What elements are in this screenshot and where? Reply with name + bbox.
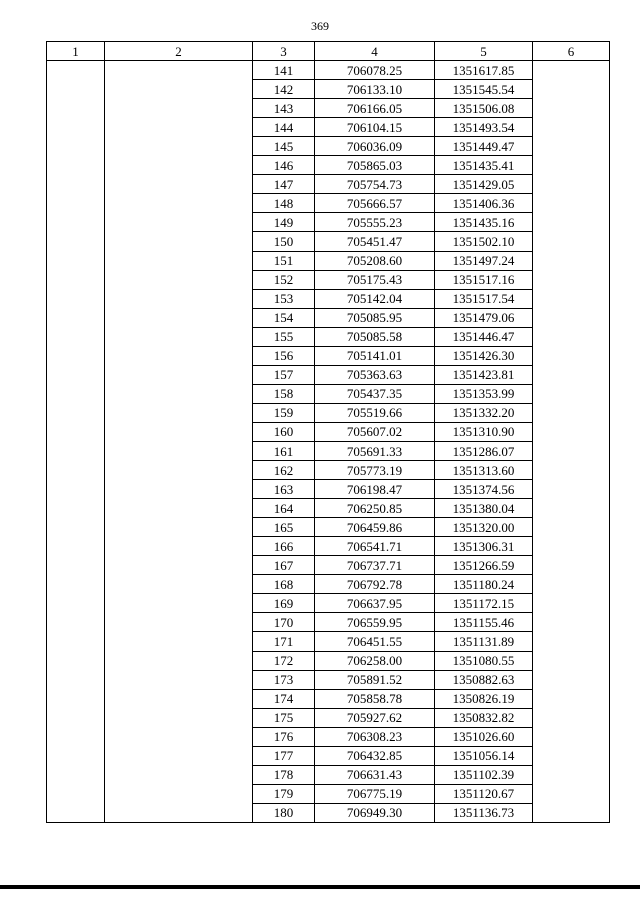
x-coordinate-cell: 706459.86 [315, 518, 435, 537]
y-coordinate-cell: 1351131.89 [435, 632, 533, 651]
col-1-cell [47, 61, 105, 823]
point-number-cell: 163 [253, 480, 315, 499]
y-coordinate-cell: 1351102.39 [435, 765, 533, 784]
page-number: 369 [311, 19, 329, 33]
point-number-cell: 149 [253, 213, 315, 232]
point-number-cell: 152 [253, 270, 315, 289]
y-coordinate-cell: 1350832.82 [435, 708, 533, 727]
y-coordinate-cell: 1351502.10 [435, 232, 533, 251]
y-coordinate-cell: 1351136.73 [435, 803, 533, 822]
point-number-cell: 172 [253, 651, 315, 670]
x-coordinate-cell: 706133.10 [315, 80, 435, 99]
header-col-2: 2 [105, 42, 253, 61]
x-coordinate-cell: 706775.19 [315, 784, 435, 803]
point-number-cell: 143 [253, 99, 315, 118]
x-coordinate-cell: 705666.57 [315, 194, 435, 213]
coordinates-table [46, 41, 610, 823]
y-coordinate-cell: 1351493.54 [435, 118, 533, 137]
x-coordinate-cell: 705085.58 [315, 327, 435, 346]
footer-rule [0, 885, 640, 889]
x-coordinate-cell: 706631.43 [315, 765, 435, 784]
x-coordinate-cell: 705691.33 [315, 441, 435, 460]
table-body [47, 61, 610, 823]
y-coordinate-cell: 1351320.00 [435, 518, 533, 537]
x-coordinate-cell: 705363.63 [315, 365, 435, 384]
point-number-cell: 171 [253, 632, 315, 651]
y-coordinate-cell: 1351026.60 [435, 727, 533, 746]
x-coordinate-cell: 706308.23 [315, 727, 435, 746]
y-coordinate-cell: 1351423.81 [435, 365, 533, 384]
y-coordinate-cell: 1350882.63 [435, 670, 533, 689]
point-number-cell: 167 [253, 556, 315, 575]
table-row [47, 61, 610, 80]
point-number-cell: 166 [253, 537, 315, 556]
point-number-cell: 158 [253, 384, 315, 403]
y-coordinate-cell: 1351497.24 [435, 251, 533, 270]
y-coordinate-cell: 1351446.47 [435, 327, 533, 346]
y-coordinate-cell: 1351506.08 [435, 99, 533, 118]
header-row [47, 42, 610, 61]
point-number-cell: 180 [253, 803, 315, 822]
y-coordinate-cell: 1351617.85 [435, 61, 533, 80]
x-coordinate-cell: 705519.66 [315, 403, 435, 422]
x-coordinate-cell: 705142.04 [315, 289, 435, 308]
point-number-cell: 178 [253, 765, 315, 784]
y-coordinate-cell: 1351180.24 [435, 575, 533, 594]
y-coordinate-cell: 1351353.99 [435, 384, 533, 403]
point-number-cell: 168 [253, 575, 315, 594]
y-coordinate-cell: 1351435.16 [435, 213, 533, 232]
point-number-cell: 170 [253, 613, 315, 632]
header-col-5: 5 [435, 42, 533, 61]
y-coordinate-cell: 1351545.54 [435, 80, 533, 99]
point-number-cell: 164 [253, 499, 315, 518]
y-coordinate-cell: 1351056.14 [435, 746, 533, 765]
point-number-cell: 146 [253, 156, 315, 175]
point-number-cell: 145 [253, 137, 315, 156]
y-coordinate-cell: 1351080.55 [435, 651, 533, 670]
y-coordinate-cell: 1351449.47 [435, 137, 533, 156]
y-coordinate-cell: 1351266.59 [435, 556, 533, 575]
y-coordinate-cell: 1351435.41 [435, 156, 533, 175]
x-coordinate-cell: 705865.03 [315, 156, 435, 175]
x-coordinate-cell: 706737.71 [315, 556, 435, 575]
point-number-cell: 147 [253, 175, 315, 194]
x-coordinate-cell: 705555.23 [315, 213, 435, 232]
x-coordinate-cell: 706078.25 [315, 61, 435, 80]
y-coordinate-cell: 1351479.06 [435, 308, 533, 327]
x-coordinate-cell: 706792.78 [315, 575, 435, 594]
y-coordinate-cell: 1351306.31 [435, 537, 533, 556]
x-coordinate-cell: 705754.73 [315, 175, 435, 194]
point-number-cell: 148 [253, 194, 315, 213]
x-coordinate-cell: 705141.01 [315, 346, 435, 365]
x-coordinate-cell: 706104.15 [315, 118, 435, 137]
x-coordinate-cell: 706949.30 [315, 803, 435, 822]
point-number-cell: 156 [253, 346, 315, 365]
x-coordinate-cell: 706559.95 [315, 613, 435, 632]
x-coordinate-cell: 706166.05 [315, 99, 435, 118]
point-number-cell: 173 [253, 670, 315, 689]
x-coordinate-cell: 705437.35 [315, 384, 435, 403]
x-coordinate-cell: 705858.78 [315, 689, 435, 708]
y-coordinate-cell: 1351332.20 [435, 403, 533, 422]
x-coordinate-cell: 706258.00 [315, 651, 435, 670]
col-6-cell [533, 61, 610, 823]
col-2-cell [105, 61, 253, 823]
header-col-4: 4 [315, 42, 435, 61]
point-number-cell: 144 [253, 118, 315, 137]
x-coordinate-cell: 706036.09 [315, 137, 435, 156]
y-coordinate-cell: 1351313.60 [435, 461, 533, 480]
point-number-cell: 142 [253, 80, 315, 99]
point-number-cell: 159 [253, 403, 315, 422]
point-number-cell: 160 [253, 422, 315, 441]
point-number-cell: 175 [253, 708, 315, 727]
y-coordinate-cell: 1351380.04 [435, 499, 533, 518]
y-coordinate-cell: 1351517.54 [435, 289, 533, 308]
x-coordinate-cell: 705175.43 [315, 270, 435, 289]
point-number-cell: 157 [253, 365, 315, 384]
y-coordinate-cell: 1351310.90 [435, 422, 533, 441]
point-number-cell: 153 [253, 289, 315, 308]
x-coordinate-cell: 705208.60 [315, 251, 435, 270]
point-number-cell: 141 [253, 61, 315, 80]
y-coordinate-cell: 1351172.15 [435, 594, 533, 613]
x-coordinate-cell: 706432.85 [315, 746, 435, 765]
x-coordinate-cell: 705451.47 [315, 232, 435, 251]
point-number-cell: 154 [253, 308, 315, 327]
x-coordinate-cell: 706541.71 [315, 537, 435, 556]
point-number-cell: 155 [253, 327, 315, 346]
point-number-cell: 177 [253, 746, 315, 765]
header-col-3: 3 [253, 42, 315, 61]
y-coordinate-cell: 1351406.36 [435, 194, 533, 213]
header-col-1: 1 [47, 42, 105, 61]
y-coordinate-cell: 1351120.67 [435, 784, 533, 803]
y-coordinate-cell: 1351426.30 [435, 346, 533, 365]
x-coordinate-cell: 706250.85 [315, 499, 435, 518]
point-number-cell: 169 [253, 594, 315, 613]
x-coordinate-cell: 705773.19 [315, 461, 435, 480]
point-number-cell: 165 [253, 518, 315, 537]
y-coordinate-cell: 1350826.19 [435, 689, 533, 708]
x-coordinate-cell: 705927.62 [315, 708, 435, 727]
point-number-cell: 179 [253, 784, 315, 803]
y-coordinate-cell: 1351155.46 [435, 613, 533, 632]
x-coordinate-cell: 705891.52 [315, 670, 435, 689]
point-number-cell: 162 [253, 461, 315, 480]
x-coordinate-cell: 706637.95 [315, 594, 435, 613]
y-coordinate-cell: 1351517.16 [435, 270, 533, 289]
y-coordinate-cell: 1351286.07 [435, 441, 533, 460]
y-coordinate-cell: 1351429.05 [435, 175, 533, 194]
x-coordinate-cell: 706198.47 [315, 480, 435, 499]
point-number-cell: 174 [253, 689, 315, 708]
point-number-cell: 150 [253, 232, 315, 251]
y-coordinate-cell: 1351374.56 [435, 480, 533, 499]
point-number-cell: 161 [253, 441, 315, 460]
point-number-cell: 176 [253, 727, 315, 746]
x-coordinate-cell: 705607.02 [315, 422, 435, 441]
header-col-6: 6 [533, 42, 610, 61]
x-coordinate-cell: 705085.95 [315, 308, 435, 327]
x-coordinate-cell: 706451.55 [315, 632, 435, 651]
point-number-cell: 151 [253, 251, 315, 270]
